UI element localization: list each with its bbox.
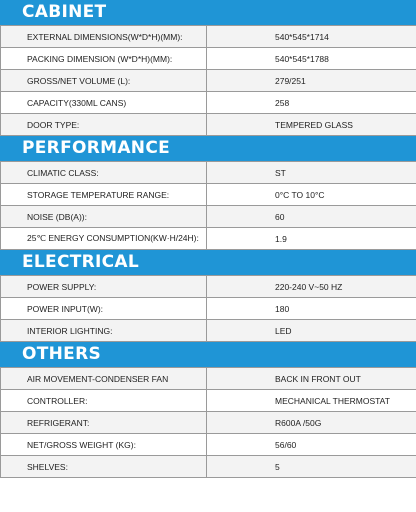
table-row [1, 298, 416, 320]
spec-label: AIR MOVEMENT-CONDENSER FAN [1, 368, 207, 390]
section-header-cabinet: CABINET [0, 0, 416, 25]
spec-value: R600A /50G [207, 412, 416, 434]
section-header-performance: PERFORMANCE [0, 136, 416, 161]
spec-label: NOISE (DB(A)): [1, 206, 207, 228]
spec-table-performance [0, 161, 416, 250]
spec-value: 220-240 V~50 HZ [207, 276, 416, 298]
spec-value: ST [207, 162, 416, 184]
table-row [1, 162, 416, 184]
spec-value: 60 [207, 206, 416, 228]
table-row [1, 114, 416, 136]
section-header-electrical: ELECTRICAL [0, 250, 416, 275]
table-row [1, 390, 416, 412]
spec-value: MECHANICAL THERMOSTAT [207, 390, 416, 412]
spec-value: LED [207, 320, 416, 342]
spec-label: EXTERNAL DIMENSIONS(W*D*H)(MM): [1, 26, 207, 48]
section-header-others: OTHERS [0, 342, 416, 367]
table-row [1, 228, 416, 250]
table-row [1, 184, 416, 206]
spec-value: TEMPERED GLASS [207, 114, 416, 136]
spec-table-electrical [0, 275, 416, 342]
spec-value: 540*545*1714 [207, 26, 416, 48]
table-row [1, 368, 416, 390]
spec-label: NET/GROSS WEIGHT (KG): [1, 434, 207, 456]
spec-label: STORAGE TEMPERATURE RANGE: [1, 184, 207, 206]
spec-label: CONTROLLER: [1, 390, 207, 412]
spec-table-others [0, 367, 416, 478]
table-row [1, 320, 416, 342]
spec-label: POWER INPUT(W): [1, 298, 207, 320]
table-row [1, 412, 416, 434]
table-row [1, 92, 416, 114]
table-row [1, 26, 416, 48]
spec-label: PACKING DIMENSION (W*D*H)(MM): [1, 48, 207, 70]
spec-value: 180 [207, 298, 416, 320]
spec-label: CAPACITY(330ML CANS) [1, 92, 207, 114]
spec-table-cabinet [0, 25, 416, 136]
spec-value: 279/251 [207, 70, 416, 92]
table-row [1, 456, 416, 478]
spec-label: DOOR TYPE: [1, 114, 207, 136]
spec-value: 56/60 [207, 434, 416, 456]
spec-value: 540*545*1788 [207, 48, 416, 70]
spec-label: CLIMATIC CLASS: [1, 162, 207, 184]
spec-label: REFRIGERANT: [1, 412, 207, 434]
table-row [1, 48, 416, 70]
table-row [1, 434, 416, 456]
spec-value: 258 [207, 92, 416, 114]
spec-value: 0°C TO 10°C [207, 184, 416, 206]
spec-label: POWER SUPPLY: [1, 276, 207, 298]
spec-value: 1.9 [207, 228, 416, 250]
table-row [1, 276, 416, 298]
spec-label: INTERIOR LIGHTING: [1, 320, 207, 342]
spec-label: 25℃ ENERGY CONSUMPTION(KW·H/24H): [1, 228, 207, 250]
spec-value: 5 [207, 456, 416, 478]
spec-value: BACK IN FRONT OUT [207, 368, 416, 390]
spec-label: GROSS/NET VOLUME (L): [1, 70, 207, 92]
table-row [1, 70, 416, 92]
spec-label: SHELVES: [1, 456, 207, 478]
table-row [1, 206, 416, 228]
